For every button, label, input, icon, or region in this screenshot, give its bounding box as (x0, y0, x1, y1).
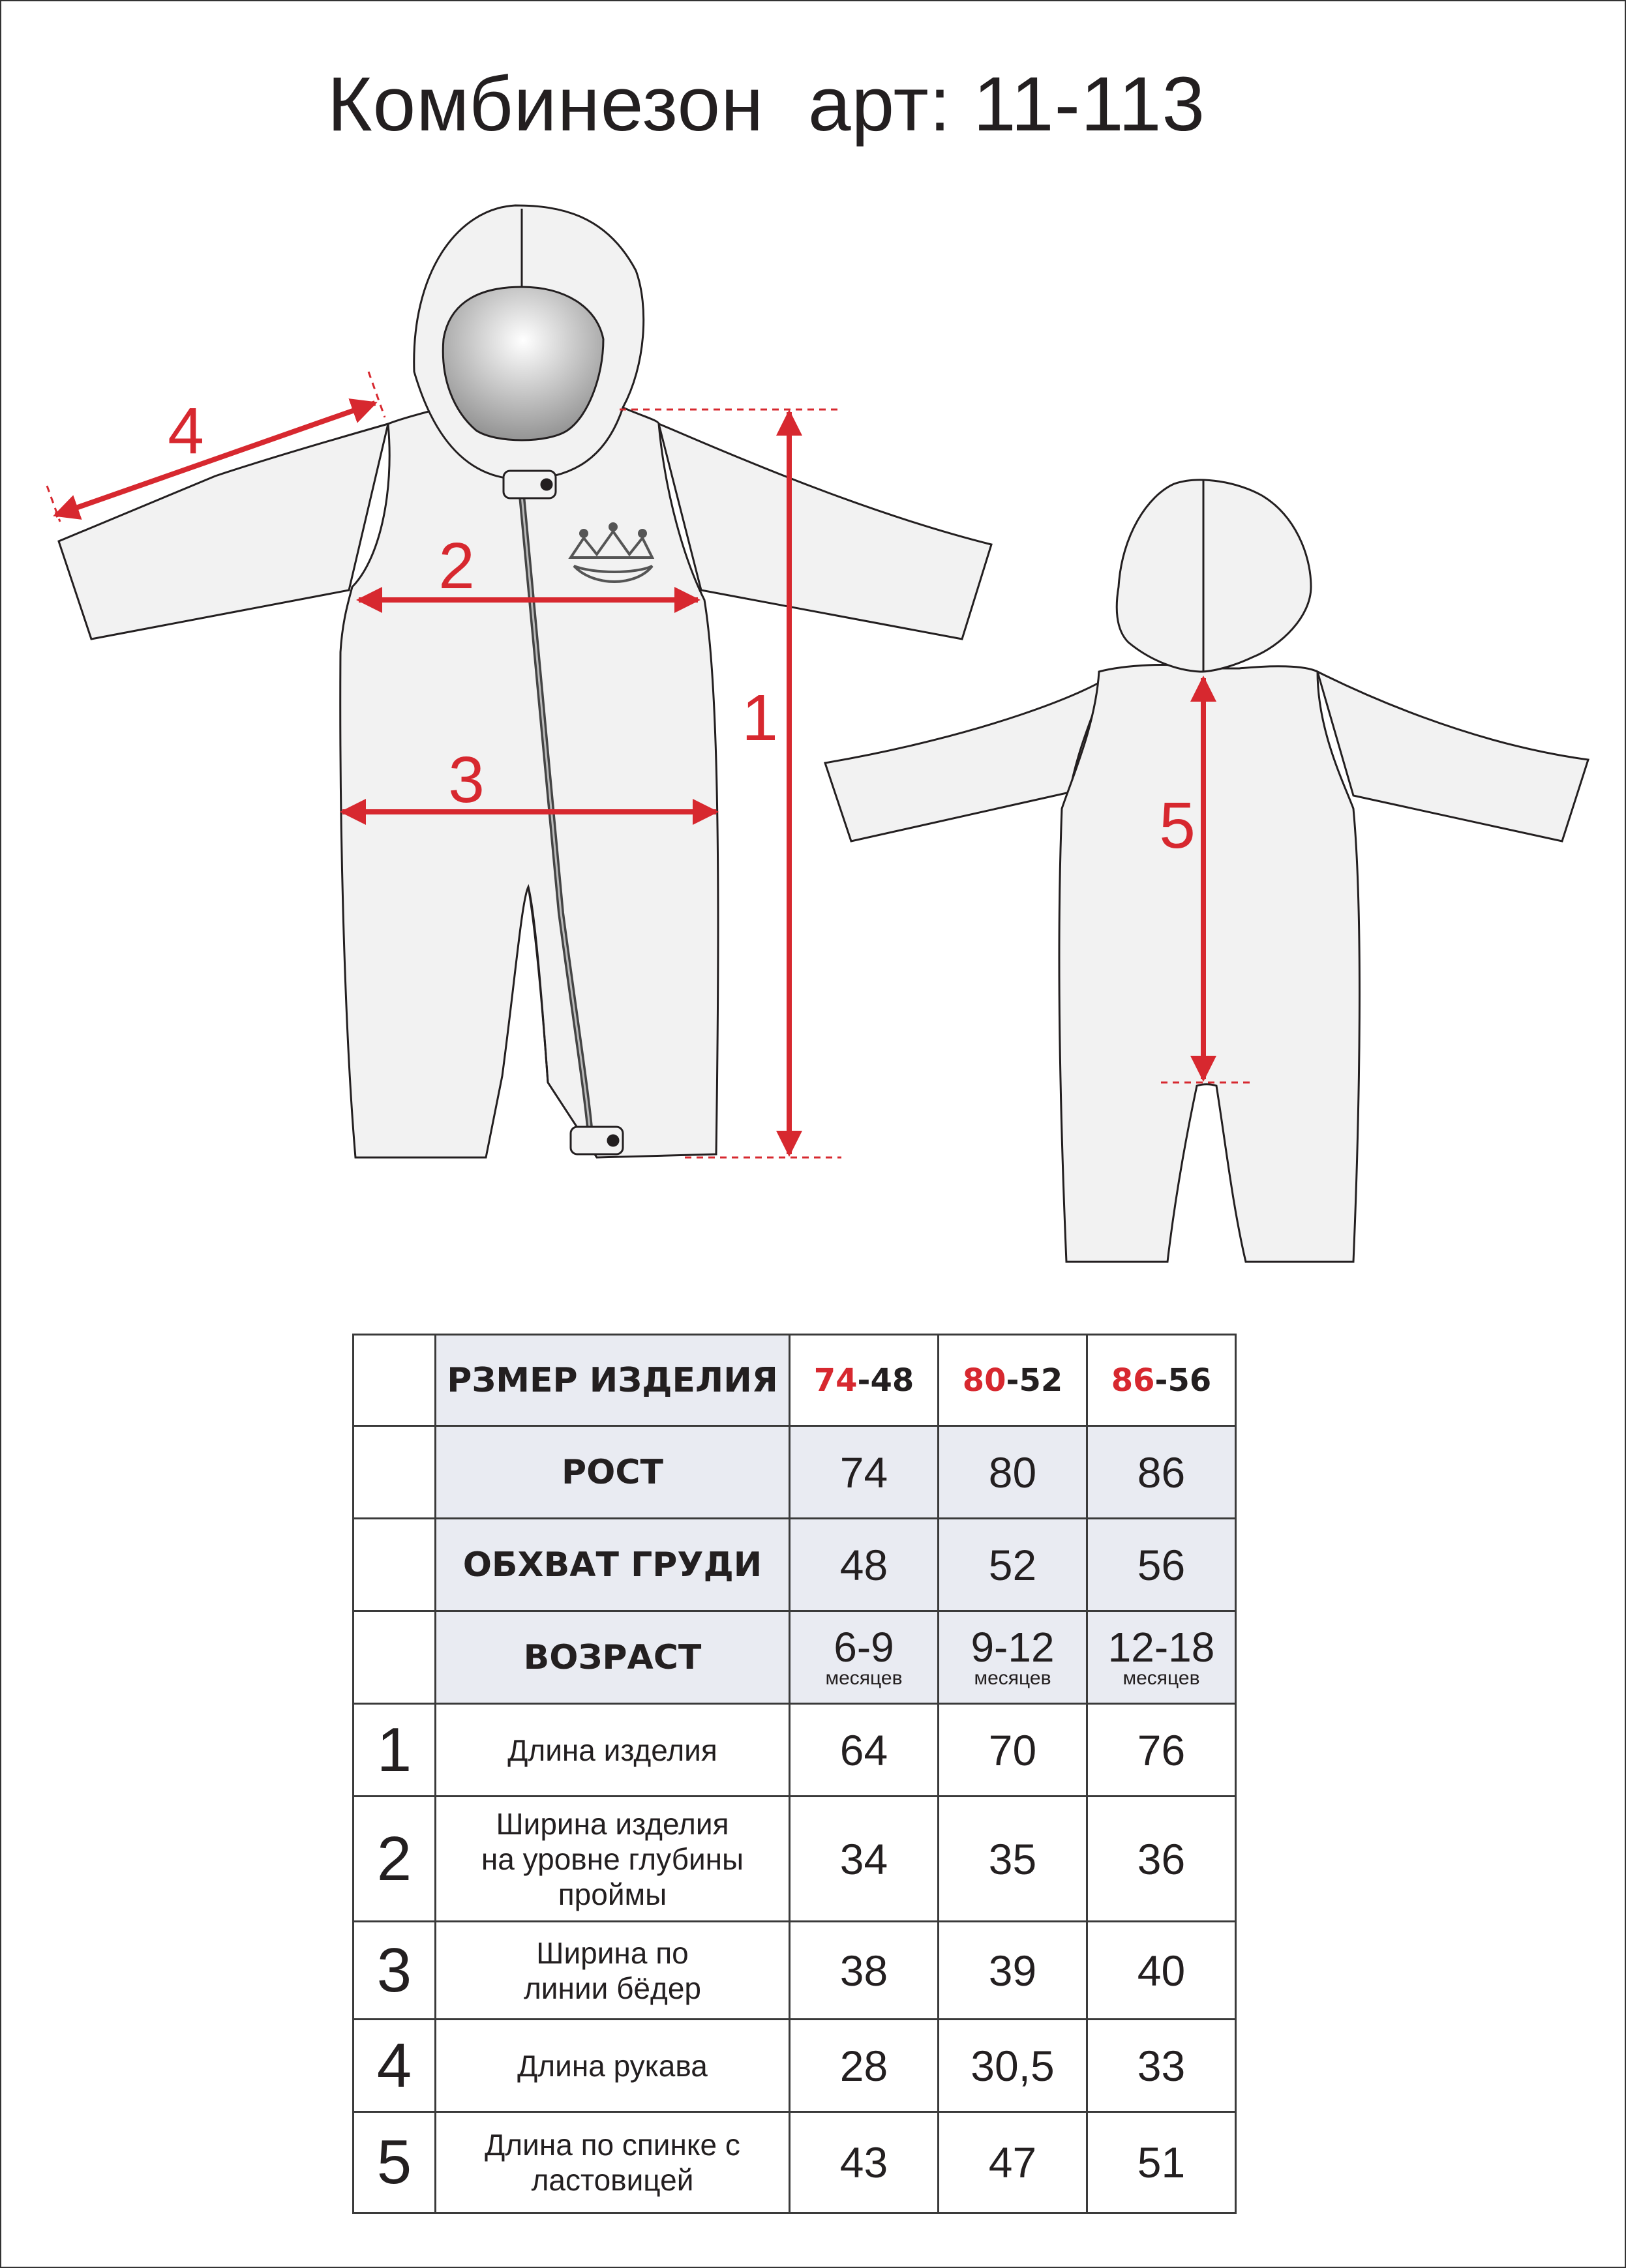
chest-value: 48 (790, 1519, 939, 1611)
measure-label-5: 5 (1159, 789, 1196, 862)
back-hood (1117, 480, 1311, 672)
chest-value: 52 (939, 1519, 1087, 1611)
chest-value: 56 (1087, 1519, 1236, 1611)
front-body (340, 404, 718, 1157)
height-value: 86 (1087, 1426, 1236, 1519)
back-body (1059, 665, 1359, 1262)
height-value: 74 (790, 1426, 939, 1519)
measure-value: 33 (1087, 2020, 1236, 2112)
page-title: Комбинезон арт: 11-113 (327, 61, 1206, 147)
measure-label: Ширина изделия на уровне глубины проймы (436, 1797, 790, 1922)
height-value: 80 (939, 1426, 1087, 1519)
measure-value: 38 (790, 1922, 939, 2020)
size-cell: 80-52 (939, 1335, 1087, 1426)
measure-value: 39 (939, 1922, 1087, 2020)
measure-label: Длина по спинке с ластовицей (436, 2112, 790, 2213)
size-table (352, 1334, 1237, 2214)
table-row (354, 1335, 1236, 1426)
table-row (354, 2112, 1236, 2213)
measure-value: 43 (790, 2112, 939, 2213)
measure-value: 76 (1087, 1704, 1236, 1797)
measure-value: 51 (1087, 2112, 1236, 2213)
measure-value: 70 (939, 1704, 1087, 1797)
measure-label-2: 2 (438, 530, 475, 603)
age-value: 12-18 месяцев (1087, 1611, 1236, 1704)
measure-value: 35 (939, 1797, 1087, 1922)
table-row (354, 1922, 1236, 2020)
age-value: 9-12 месяцев (939, 1611, 1087, 1704)
table-row (354, 1519, 1236, 1611)
measure-label-1: 1 (742, 681, 778, 754)
measure-label-3: 3 (448, 743, 485, 816)
measure-value: 36 (1087, 1797, 1236, 1922)
size-cell: 86-56 (1087, 1335, 1236, 1426)
table-row (354, 1426, 1236, 1519)
measure-number: 3 (354, 1922, 436, 2020)
front-right-sleeve (659, 424, 991, 639)
measure-value: 30,5 (939, 2020, 1087, 2112)
measure-value: 28 (790, 2020, 939, 2112)
back-right-sleeve (1317, 672, 1588, 841)
measure-value: 34 (790, 1797, 939, 1922)
table-row (354, 2020, 1236, 2112)
measure-number: 5 (354, 2112, 436, 2213)
measure-label: Ширина по линии бёдер (436, 1922, 790, 2020)
measure-label: Длина рукава (436, 2020, 790, 2112)
measure-number: 4 (354, 2020, 436, 2112)
front-hood-inner (443, 287, 603, 440)
size-cell: 74-48 (790, 1335, 939, 1426)
measure-number: 1 (354, 1704, 436, 1797)
front-view (59, 205, 991, 1157)
table-row (354, 1797, 1236, 1922)
measure-value: 64 (790, 1704, 939, 1797)
size-header-label: РЗМЕР ИЗДЕЛИЯ (436, 1335, 790, 1426)
table-row (354, 1704, 1236, 1797)
measure-value: 40 (1087, 1922, 1236, 2020)
age-label: ВОЗРАСТ (436, 1611, 790, 1704)
age-value: 6-9 месяцев (790, 1611, 939, 1704)
table-row (354, 1611, 1236, 1704)
measure-number: 2 (354, 1797, 436, 1922)
measure-label-4: 4 (168, 395, 204, 468)
height-label: РОСТ (436, 1426, 790, 1519)
chest-label: ОБХВАТ ГРУДИ (436, 1519, 790, 1611)
measure-value: 47 (939, 2112, 1087, 2213)
measure-label: Длина изделия (436, 1704, 790, 1797)
